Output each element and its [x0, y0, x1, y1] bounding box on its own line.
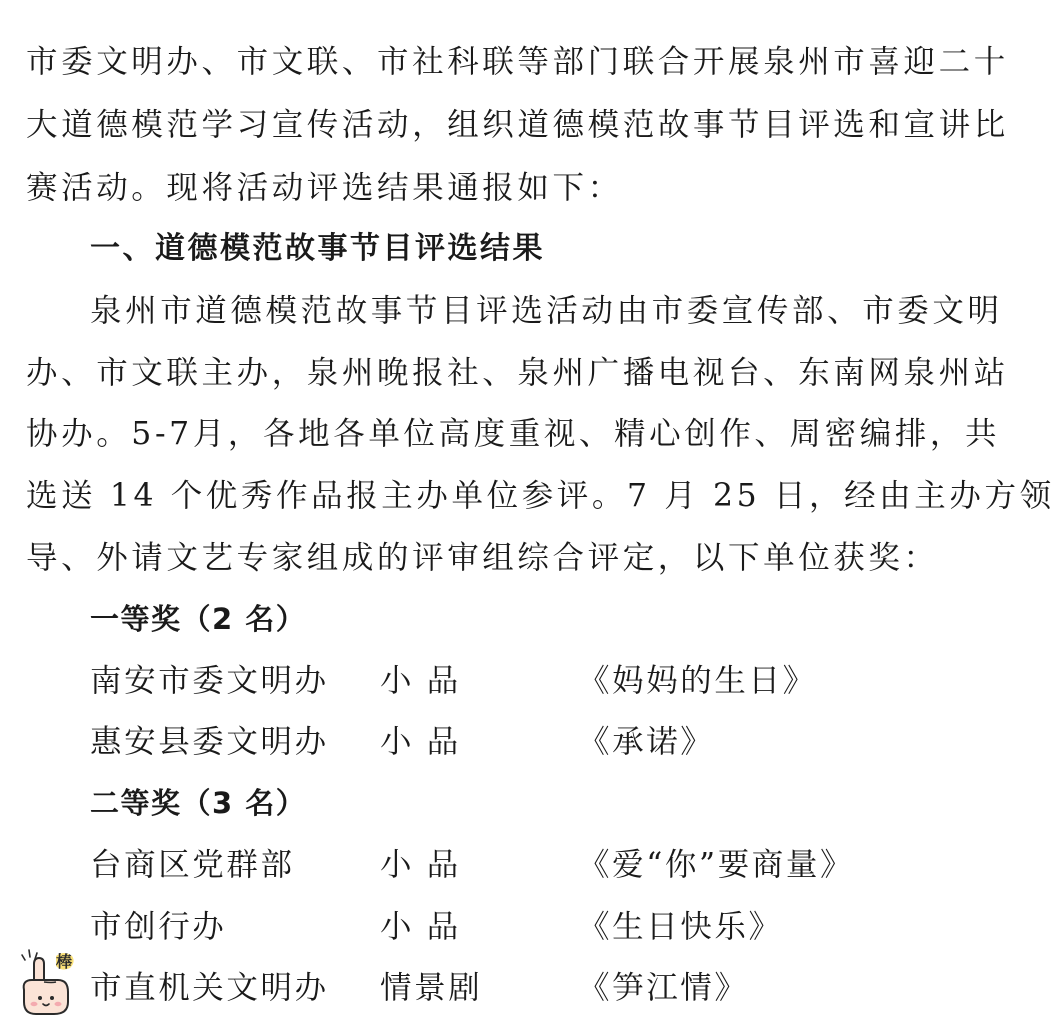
award-unit: 惠安县委文明办 [90, 724, 329, 760]
award-type: 小 品 [380, 663, 461, 699]
award-row [0, 722, 936, 762]
blush-icon [55, 1002, 62, 1006]
paragraph-line: 办、市文联主办，泉州晚报社、泉州广播电视台、东南网泉州站 [26, 355, 1009, 391]
blush-icon [31, 1002, 38, 1006]
award-row [0, 907, 936, 947]
award-title: 《妈妈的生日》 [578, 663, 817, 699]
award-title: 《生日快乐》 [578, 909, 783, 945]
award-heading-second: 二等奖（3 名） [90, 786, 307, 820]
award-title: 《爱“你”要商量》 [578, 847, 855, 883]
award-type: 小 品 [380, 847, 461, 883]
award-row [0, 968, 936, 1008]
award-title: 《承诺》 [578, 724, 715, 760]
paragraph-line: 协办。5-7月，各地各单位高度重视、精心创作、周密编排，共 [26, 416, 1001, 452]
paragraph-line: 大道德模范学习宣传活动，组织道德模范故事节目评选和宣讲比 [26, 107, 1009, 143]
award-unit: 台商区党群部 [90, 847, 295, 883]
paragraph-line: 赛活动。现将活动评选结果通报如下： [26, 170, 623, 206]
paragraph-line: 市委文明办、市文联、市社科联等部门联合开展泉州市喜迎二十 [26, 44, 1009, 80]
award-unit: 南安市委文明办 [90, 663, 329, 699]
paragraph-line: 泉州市道德模范故事节目评选活动由市委宣传部、市委文明 [90, 293, 1003, 329]
thumbs-up-sticker-icon [12, 946, 80, 1018]
award-type: 情景剧 [380, 970, 483, 1006]
award-type: 小 品 [380, 724, 461, 760]
award-heading-first: 一等奖（2 名） [90, 602, 307, 636]
award-unit: 市直机关文明办 [90, 970, 329, 1006]
award-row [0, 845, 936, 885]
eye-icon [38, 996, 42, 1000]
paragraph-line: 导、外请文艺专家组成的评审组综合评定，以下单位获奖： [26, 540, 939, 576]
award-unit: 市创行办 [90, 909, 227, 945]
award-title: 《笋江情》 [578, 970, 749, 1006]
eye-icon [50, 996, 54, 1000]
award-type: 小 品 [380, 909, 461, 945]
paragraph-line: 选送 14 个优秀作品报主办单位参评。7 月 25 日，经由主办方领 [26, 478, 1055, 514]
section-heading: 一、道德模范故事节目评选结果 [90, 231, 545, 266]
hand-shape [24, 980, 68, 1014]
sticker-label: 棒 [55, 952, 73, 971]
award-row [0, 661, 936, 701]
